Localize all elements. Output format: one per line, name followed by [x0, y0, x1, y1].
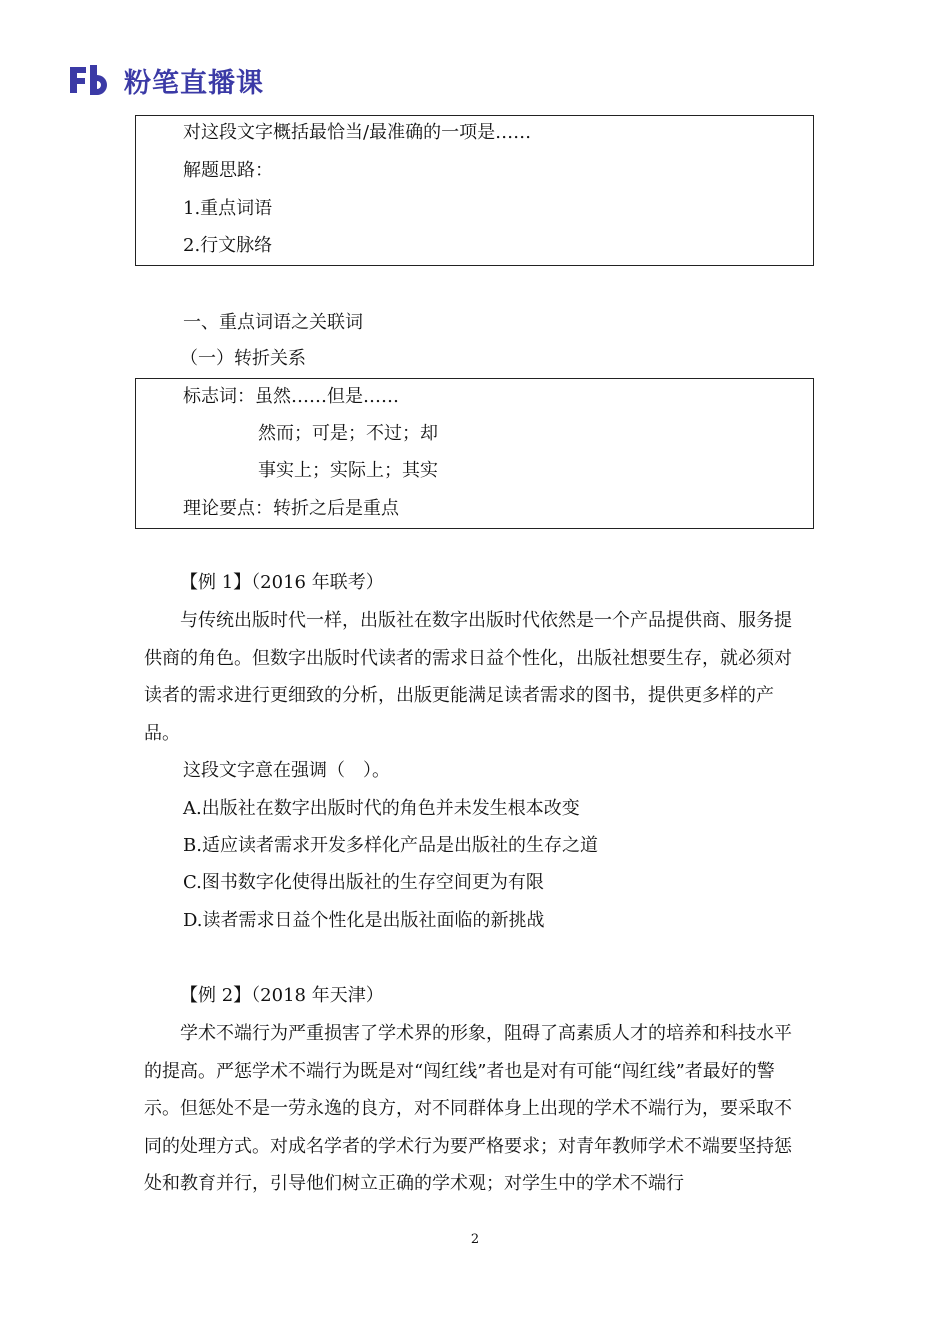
brand-logo	[68, 62, 264, 98]
example2-passage: 学术不端行为严重损害了学术界的形象，阻碍了高素质人才的培养和科技水平的提高。严惩学术不端行为既是对“闯红线”者也是对有可能“闯红线”者最好的警示。但惩处不是一劳永逸的良方，对不同群体身上出现的学术不端行为，要采取不同的处理方式。对成名学者的学术行为要严格要求；对青年教师学术不端要坚持惩处和教育并行，引导他们树立正确的学术观；对学生中的学术不端行	[144, 1023, 792, 1194]
box2-line: 标志词：虽然……但是……	[183, 386, 399, 407]
box1-line: 对这段文字概括最恰当/最准确的一项是……	[183, 122, 532, 143]
box1-line: 解题思路：	[183, 160, 273, 181]
box1-line: 2.行文脉络	[183, 235, 273, 256]
example1-label: 【例 1】（2016 年联考）	[180, 572, 384, 593]
box2-line: 理论要点：转折之后是重点	[183, 498, 399, 519]
section-title: 一、重点词语之关联词	[183, 312, 363, 333]
example1-question: 这段文字意在强调（ ）。	[183, 760, 390, 781]
box2-line: 事实上；实际上；其实	[258, 460, 438, 481]
box2-line: 然而；可是；不过；却	[258, 423, 438, 444]
example2-label: 【例 2】（2018 年天津）	[180, 985, 384, 1006]
option-a: A.出版社在数字出版时代的角色并未发生根本改变	[183, 798, 580, 819]
example1-passage: 与传统出版时代一样，出版社在数字出版时代依然是一个产品提供商、服务提供商的角色。但数字出版时代读者的需求日益个性化，出版社想要生存，就必须对读者的需求进行更细致的分析，出版更能满足读者需求的图书，提供更多样的产品。	[144, 610, 792, 744]
logo-text: 粉笔直播课	[124, 67, 264, 99]
box1-line: 1.重点词语	[183, 198, 273, 219]
fb-logo-icon	[68, 63, 116, 97]
section-subtitle: （一）转折关系	[180, 348, 306, 369]
option-d: D.读者需求日益个性化是出版社面临的新挑战	[183, 910, 545, 931]
page-number: 2	[470, 1232, 480, 1247]
option-b: B.适应读者需求开发多样化产品是出版社的生存之道	[183, 835, 598, 856]
option-c: C.图书数字化使得出版社的生存空间更为有限	[183, 872, 544, 893]
